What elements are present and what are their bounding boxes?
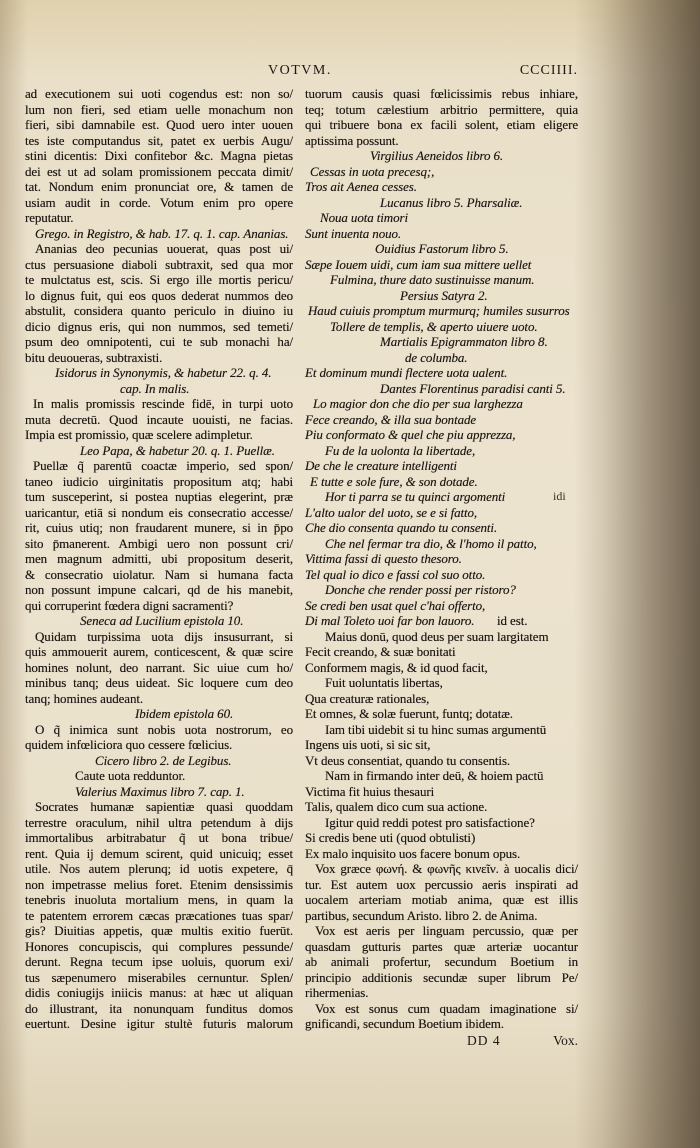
folio-number: CCCIIII. <box>519 63 578 78</box>
text-line: Ananias deo pecunias uouerat, quas post ui/ <box>35 241 293 256</box>
translation-line: Fuit uoluntatis libertas, <box>325 675 443 690</box>
text-line: taneo iudicio uirginitatis propositum atq; habi <box>25 473 293 489</box>
text-line: bitu deuoueras, subtraxisti. <box>25 349 163 365</box>
text-line: tenebris inuoluta mortalium mens, in quam la <box>25 892 293 907</box>
text-line: tum susceperint, si postea nuptias elegerint, præ <box>25 489 293 504</box>
text-line: muta decretū. Quod incaute uouisti, ne facias. <box>25 411 293 427</box>
citation-heading: Persius Satyra 2. <box>400 287 488 303</box>
citation-heading: Martialis Epigrammaton libro 8. <box>380 334 548 349</box>
text-line: qui tribuere bona ex facili solent, etiam eligere <box>305 117 578 132</box>
citation-heading: cap. In malis. <box>120 380 190 396</box>
text-line: tes iste computandus sit, patet ex uerbis Augu/ <box>25 132 293 148</box>
text-line: do illustrant, ita nonunquam funditus domos <box>25 1000 293 1016</box>
text-line: Vox est aeris per linguam percussio, quæ per <box>315 923 578 938</box>
text-line: terrestre oraculum, nihil ultra petendum à dijs <box>25 814 293 830</box>
verse-line: Tel qual io dico e fassi col suo otto. <box>305 566 486 582</box>
citation-heading: Ouidius Fastorum libro 5. <box>375 241 509 256</box>
verse-line: Fu de la uolonta la libertade, <box>325 442 476 458</box>
running-title: VOTVM. <box>268 63 332 78</box>
text-line: sito p̄manerent. Ambigi uero non possunt cri/ <box>25 535 293 551</box>
verse-line: Cessas in uota precesq;, <box>310 163 435 179</box>
text-line: aptissima possunt. <box>305 132 399 148</box>
verse-line: Piu conformato & quel che piu apprezza, <box>305 427 516 442</box>
text-line: fieri, sibi damnabile est. Quod uero inter uouen <box>25 117 293 132</box>
translation-line: Conformem magis, & id quod facit, <box>305 659 488 675</box>
text-line: Impia est promissio, quæ scelere adimpletur. <box>25 427 253 442</box>
verse-line: Lo magior don che dio per sua larghezza <box>313 396 523 411</box>
citation-heading: Grego. in Registro, & hab. 17. q. 1. cap. Ananias. <box>35 225 289 241</box>
translation-line: Vt deus consentiat, quando tu consentis. <box>305 752 511 768</box>
text-line: quis ammouerit aurem, conticescent, & quæ scire <box>25 644 293 659</box>
verse-text: Di mal Toleto uoi far bon lauoro. <box>305 613 475 628</box>
verse-line: Se credi ben usat quel c'hai offerto, <box>305 597 486 613</box>
verse-line: Donche che render possi per ristoro? <box>325 582 516 597</box>
margin-fragment: idi <box>553 489 566 503</box>
text-line: quidem infœliciora quo cessere fœlicius. <box>25 737 233 752</box>
verse-line: Sæpe Iouem uidi, cum iam sua mittere uellet <box>305 256 532 272</box>
text-line: dei est ut ad solam promissionem peccata dimit/ <box>25 163 293 179</box>
text-line: minibus tanq; deus uideat. Sic loquere cum deo <box>25 675 293 690</box>
verse-line: Tollere de templis, & aperto uiuere uoto. <box>330 318 538 334</box>
text-line: homines nolunt, deo narrant. Sic uiue cum ho/ <box>25 659 293 675</box>
text-line: principio additionis secundæ super librum Pe/ <box>305 969 578 985</box>
text-line: tanq; homines audeant. <box>25 690 144 706</box>
text-line: teq; totum cælestium arbitrio permittere, quia <box>305 101 578 117</box>
translation-line: Et omnes, & solæ fuerunt, funtq; dotatæ. <box>305 706 513 721</box>
verse-line: Che nel fermar tra dio, & l'homo il patto, <box>325 535 537 551</box>
text-line: ctus persuasione diaboli subtraxit, sed qua mor <box>25 256 293 272</box>
text-line: te mulctatus est, scis. Si ergo ille mortis pericu/ <box>25 272 293 287</box>
text-line: reputatur. <box>25 210 74 225</box>
text-line: rent. Quia ij demum scirent, quid unicuiq; esset <box>25 845 293 861</box>
citation-heading: Isidorus in Synonymis, & habetur 22. q. 4. <box>55 365 272 380</box>
translation-line: Fecit creando, & suæ bonitati <box>305 644 456 659</box>
verse-line: Haud cuiuis promptum murmurq; humiles susurros <box>308 303 570 318</box>
verse-line: Vittima fassi di questo thesoro. <box>305 551 462 566</box>
text-line: tur. Est autem uox percussio aeris inspirati ad <box>305 876 578 892</box>
citation-heading: Leo Papa, & habetur 20. q. 1. Puellæ. <box>80 442 275 458</box>
text-line: men magnum admitti, ubi propositum deserit, <box>25 551 293 566</box>
text-line: Caute uota redduntor. <box>75 768 186 783</box>
verse-line: Sunt inuenta nouo. <box>305 225 402 241</box>
verse-line: De che le creature intelligenti <box>305 458 457 473</box>
verse-line: Che dio consenta quando tu consenti. <box>305 520 498 535</box>
verse-line <box>305 613 578 629</box>
text-line: tuorum causis quasi fœlicissimis rebus inhiare, <box>305 86 578 101</box>
text-line: derunt. Regna tecum ipse uoluis, quorum exi/ <box>25 954 293 969</box>
gloss-label: id est. <box>497 613 528 628</box>
text-line: Quidam turpissima uota dijs insusurrant, si <box>35 628 293 644</box>
text-line: uaricantur, etiā si nondum eis consecratio accesse/ <box>25 504 293 520</box>
verse-line: Hor ti parra se tu quinci argomenti <box>325 489 506 504</box>
citation-heading: Cicero libro 2. de Legibus. <box>95 752 232 768</box>
text-line: stini dicentis: Dixi confitebor &c. Magna pietas <box>25 148 293 163</box>
citation-heading: Seneca ad Lucilium epistola 10. <box>80 613 244 628</box>
translation-line: Igitur quid reddi potest pro satisfactione? <box>325 814 535 830</box>
translation-line: Si credis bene uti (quod obtulisti) <box>305 830 476 845</box>
text-line: abstulit, considera quanto periculo in diuino iu <box>25 303 293 318</box>
translation-line: Ex malo inquisito uos facere bonum opus. <box>305 845 521 861</box>
right-column <box>305 86 578 1032</box>
text-line: te patentem errorem cæcas præcationes tuas spar/ <box>25 907 293 923</box>
citation-heading: Valerius Maximus libro 7. cap. 1. <box>75 783 245 799</box>
verse-line: Et dominum mundi flectere uota ualent. <box>305 365 508 380</box>
text-line: lo dignus fuit, qui eos quos dederat nummos deo <box>25 287 293 303</box>
verse-line: L'alto ualor del uoto, se e si fatto, <box>305 504 478 520</box>
translation-line: Iam tibi uidebit si tu hinc sumas argumentū <box>325 721 547 737</box>
translation-line: Nam in firmando inter deū, & hoiem pactū <box>325 768 544 783</box>
citation-heading: de columba. <box>405 349 468 365</box>
citation-heading: Dantes Florentinus paradisi canti 5. <box>380 380 566 396</box>
left-column <box>25 86 293 1032</box>
text-line: O q̃ inimica sunt nobis uota nostrorum, eo <box>35 721 293 737</box>
text-line: didis coniugijs iniicis manus: at hæc ut aliquan <box>25 985 293 1000</box>
text-line: tat. Nondum enim pronunciat ore, & tamen de <box>25 179 293 194</box>
text-line: lum non fieri, sed etiam uelle monachum non <box>25 101 293 117</box>
text-line: Socrates humanæ sapientiæ quasi quoddam <box>35 799 293 814</box>
translation-line: Ingens uis uoti, si sic sit, <box>305 737 431 752</box>
verse-line: Fulmina, thure dato sustinuisse manum. <box>330 272 535 287</box>
verse-line: Fece creando, & illa sua bontade <box>305 411 477 427</box>
translation-line: Maius donū, quod deus per suam largitatem <box>325 628 549 644</box>
text-line: quasdam gutturis partes quæ arteriæ uocantur <box>305 938 578 954</box>
text-line: partibus, secundum Aristo. libro 2. de Anima. <box>305 907 538 923</box>
translation-line: Talis, qualem dico cum sua actione. <box>305 799 488 814</box>
verse-line: Noua uota timori <box>320 210 408 225</box>
catchword: Vox. <box>553 1033 578 1048</box>
text-line: & consecratio uiolatur. Nam si humana facta <box>25 566 293 582</box>
text-line: immortalibus arbitrabatur q̃ ut bona tribue/ <box>25 830 293 845</box>
text-line: psum deo omnipotenti, cui te sub monachi ha/ <box>25 334 293 349</box>
verse-line: Tros ait Aenea cesses. <box>305 179 417 194</box>
text-line: Puellæ q̃ parentū coactæ imperio, sed spon/ <box>33 458 293 473</box>
text-line: rihermenias. <box>305 985 369 1000</box>
text-line: rit, cuius utiq; non fraudarent munere, si in p̄po <box>25 520 293 535</box>
text-line: utile. Nos autem plerunq; id uotis expetere, q̄ <box>25 861 293 876</box>
text-line: gnificandi, secundum Boetium ibidem. <box>305 1016 504 1031</box>
text-line: usiam audit in corde. Votum enim pro opere <box>25 194 293 210</box>
text-line: euertunt. Desine igitur stultè futuris malorum <box>25 1016 293 1031</box>
text-line: Honores concupiscis, qui complures pessunde/ <box>25 938 293 954</box>
text-line: In malis promissis rescinde fidē, in turpi uoto <box>33 396 293 411</box>
text-line: Vox græce φωνή. & φωνῆς κινεῖν. à uocalis dici/ <box>315 861 578 876</box>
text-line: qui corruperint fœdera digni sacramenti? <box>25 597 234 613</box>
translation-line: Victima fit huius thesauri <box>305 783 435 799</box>
citation-heading: Virgilius Aeneidos libro 6. <box>370 148 504 163</box>
text-line: ab animali profertur, secundum Boetium in <box>305 954 578 969</box>
verse-line: E tutte e sole fure, & son dotade. <box>310 473 478 489</box>
text-line: tus sæpenumero miserabiles cernuntur. Splen/ <box>25 969 293 985</box>
text-line: non possunt impune calcari, qd de his manebit, <box>25 582 293 597</box>
text-line: uocalem arteriam motiab anima, quæ est illis <box>305 892 578 907</box>
citation-heading: Lucanus libro 5. Pharsaliæ. <box>380 194 523 210</box>
text-line: gis? Diuitias appetis, quæ multis exitio fuerūt. <box>25 923 293 938</box>
text-line: ad executionem sui uoti cogendus est: non so/ <box>25 86 293 101</box>
text-line: Vox est sonus cum quadam imaginatione si/ <box>315 1000 578 1016</box>
text-line: non impetrasse melius foret. Etenim densissimis <box>25 876 293 892</box>
citation-heading: Ibidem epistola 60. <box>135 706 234 721</box>
signature-mark: DD 4 <box>467 1033 501 1048</box>
text-line: dicio dignus eris, qui non nummos, sed temeti/ <box>25 318 293 334</box>
translation-line: Qua creaturæ rationales, <box>305 690 430 706</box>
